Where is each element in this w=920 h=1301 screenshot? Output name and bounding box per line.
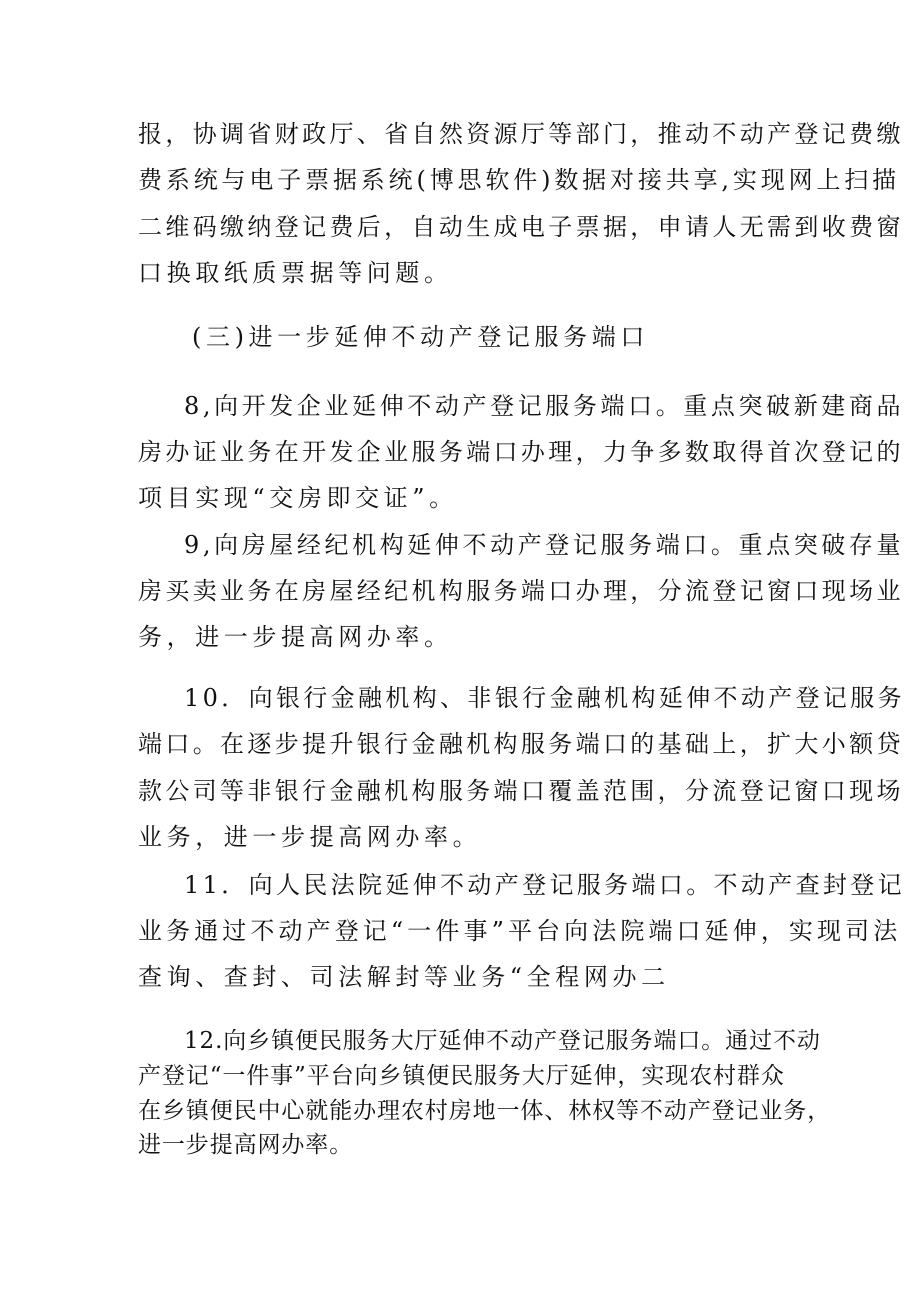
text-line: 务，进一步提高网办率。 [138, 623, 453, 651]
text-line: 进一步提高网办率。 [138, 1132, 354, 1158]
text-line: 二维码缴纳登记费后，自动生成电子票据，申请人无需到收费窗 [138, 213, 904, 241]
text-line: 款公司等非银行金融机构服务端口覆盖范围，分流登记窗口现场 [138, 777, 904, 805]
text-line: 业务通过不动产登记“一件事”平台向法院端口延伸，实现司法 [138, 917, 902, 945]
text-line: 项目实现“交房即交证”。 [138, 484, 458, 512]
text-line: 查询、查封、司法解封等业务“全程网办二 [138, 963, 670, 991]
text-line: 房办证业务在开发企业服务端口办理，力争多数取得首次登记的 [138, 438, 904, 466]
text-line: 报，协调省财政厅、省自然资源厅等部门，推动不动产登记费缴 [138, 120, 904, 148]
text-line: 口换取纸质票据等问题。 [138, 259, 453, 287]
text-line: 11．向人民法院延伸不动产登记服务端口。不动产查封登记 [184, 871, 905, 899]
text-line: 8,向开发企业延伸不动产登记服务端口。重点突破新建商品 [184, 392, 905, 420]
text-line: 房买卖业务在房屋经纪机构服务端口办理，分流登记窗口现场业 [138, 577, 904, 605]
section-heading: (三)进一步延伸不动产登记服务端口 [192, 323, 649, 351]
text-line: 业务，进一步提高网办率。 [138, 823, 482, 851]
text-line: 费系统与电子票据系统(博思软件)数据对接共享,实现网上扫描 [138, 166, 901, 194]
text-line: 端口。在逐步提升银行金融机构服务端口的基础上，扩大小额贷 [138, 730, 904, 758]
text-line: 10．向银行金融机构、非银行金融机构延伸不动产登记服务 [184, 684, 905, 712]
text-line: 在乡镇便民中心就能办理农村房地一体、林权等不动产登记业务， [138, 1098, 832, 1124]
text-line: 产登记“一件事”平台向乡镇便民服务大厅延伸，实现农村群众 [138, 1063, 785, 1089]
text-line: 12.向乡镇便民服务大厅延伸不动产登记服务端口。通过不动 [184, 1028, 821, 1054]
text-line: 9,向房屋经纪机构延伸不动产登记服务端口。重点突破存量 [184, 531, 905, 559]
